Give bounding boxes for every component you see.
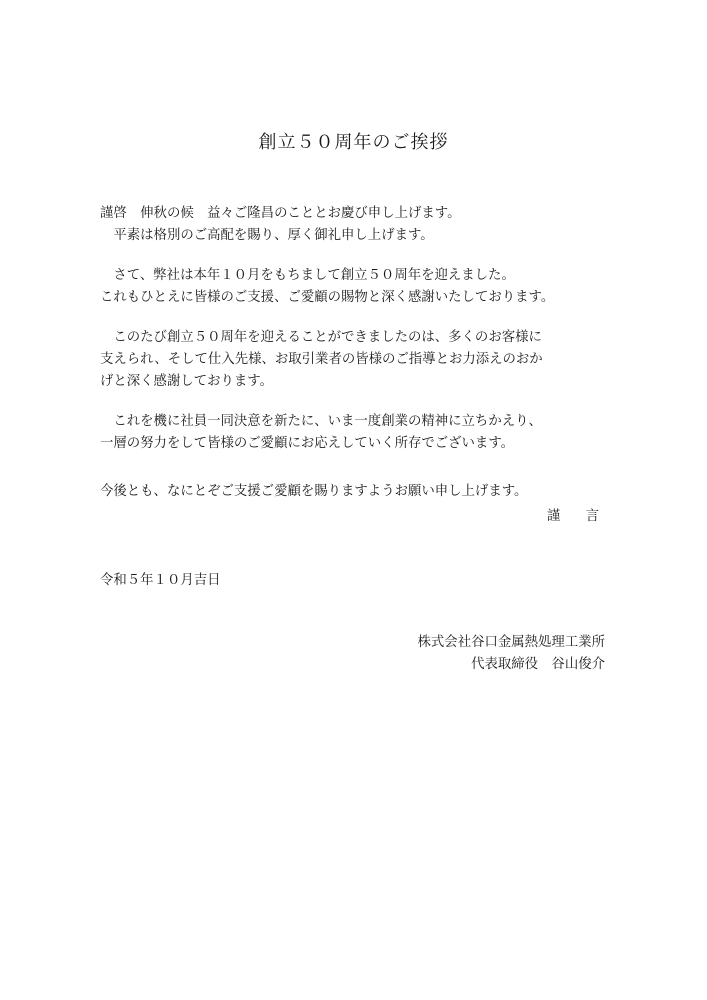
closing-phrase: 謹 言 bbox=[546, 509, 605, 524]
paragraph-announcement bbox=[100, 265, 610, 309]
representative-name: 代表取締役 谷山俊介 bbox=[471, 657, 605, 672]
text-line: これもひとえに皆様のご支援、ご愛顧の賜物と深く感謝いたしております。 bbox=[100, 290, 555, 305]
text-line: 支えられ、そして仕入先様、お取引業者の皆様のご指導とお力添えのおか bbox=[100, 352, 543, 367]
paragraph-resolution bbox=[100, 411, 610, 455]
text-line: 一層の努力をして皆様のご愛顧にお応えしていく所存でございます。 bbox=[100, 436, 515, 451]
paragraph-gratitude bbox=[100, 327, 610, 393]
text-line: さて、弊社は本年１０月をもちまして創立５０周年を迎えました。 bbox=[100, 268, 515, 283]
company-name: 株式会社谷口金属熱処理工業所 bbox=[417, 635, 605, 650]
letter-date: 令和５年１０月吉日 bbox=[100, 573, 221, 588]
letter-title: 創立５０周年のご挨拶 bbox=[258, 132, 449, 153]
signature-block bbox=[300, 632, 605, 676]
paragraph-greeting bbox=[100, 203, 610, 247]
text-line: これを機に社員一同決意を新たに、いま一度創業の精神に立ちかえり、 bbox=[100, 414, 542, 429]
text-line: 謹啓 伸秋の候 益々ご隆昌のこととお慶び申し上げます。 bbox=[100, 206, 461, 221]
paragraph-request bbox=[100, 481, 610, 503]
text-line: げと深く感謝しております。 bbox=[100, 374, 274, 389]
text-line: 平素は格別のご高配を賜り、厚く御礼申し上げます。 bbox=[100, 228, 434, 243]
text-line: このたび創立５０周年を迎えることができましたのは、多くのお客様に bbox=[100, 330, 542, 345]
text-line: 今後とも、なにとぞご支援ご愛顧を賜りますようお願い申し上げます。 bbox=[100, 484, 528, 499]
